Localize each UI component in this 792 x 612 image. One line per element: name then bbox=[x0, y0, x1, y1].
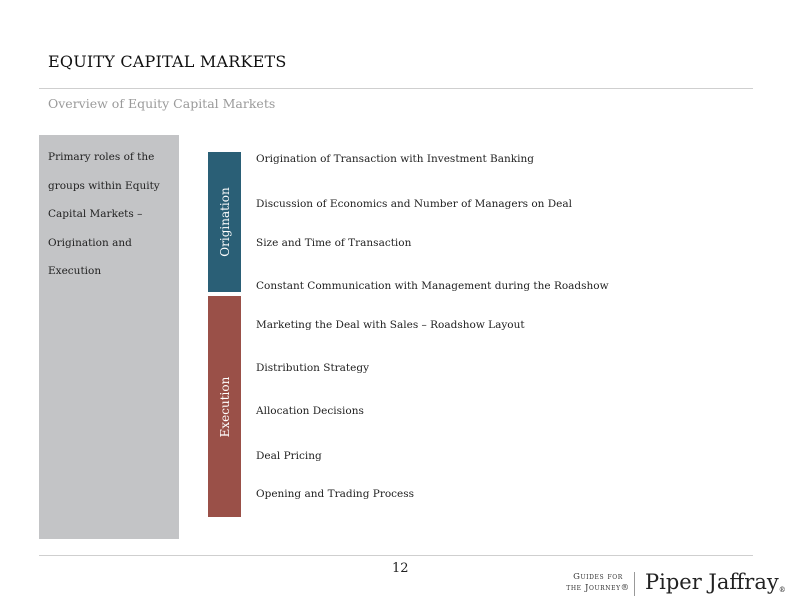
logo-divider bbox=[634, 572, 635, 596]
execution-item: Opening and Trading Process bbox=[256, 488, 415, 500]
execution-item: Constant Communication with Management during the Roadshow bbox=[256, 280, 609, 292]
brand-reg-mark: ® bbox=[778, 586, 786, 594]
page-subtitle: Overview of Equity Capital Markets bbox=[48, 96, 276, 111]
page-title: EQUITY CAPITAL MARKETS bbox=[48, 52, 287, 71]
execution-label: Execution bbox=[217, 376, 232, 437]
execution-item: Marketing the Deal with Sales – Roadshow Layout bbox=[256, 319, 525, 331]
execution-bar bbox=[208, 296, 241, 517]
sidebar-description: Primary roles of the groups within Equity Capital Markets – Origination and Execution bbox=[48, 151, 160, 277]
piper-jaffray-logo bbox=[645, 570, 786, 594]
origination-item: Discussion of Economics and Number of Managers on Deal bbox=[256, 198, 572, 210]
execution-item: Deal Pricing bbox=[256, 450, 322, 462]
origination-bar bbox=[208, 152, 241, 292]
title-divider bbox=[39, 88, 753, 89]
brand-name: Piper Jaffray bbox=[645, 570, 779, 594]
sidebar-panel bbox=[39, 135, 179, 539]
origination-item: Origination of Transaction with Investment Banking bbox=[256, 153, 534, 165]
footer-divider bbox=[39, 555, 753, 556]
origination-item: Size and Time of Transaction bbox=[256, 237, 412, 249]
execution-item: Distribution Strategy bbox=[256, 362, 370, 374]
guides-logo-line2: the Journey® bbox=[566, 583, 630, 593]
execution-item: Allocation Decisions bbox=[256, 405, 364, 417]
origination-label: Origination bbox=[217, 187, 232, 257]
page-number: 12 bbox=[392, 561, 409, 576]
guides-logo-line1: Guides for bbox=[573, 572, 623, 582]
guides-logo bbox=[562, 572, 634, 594]
